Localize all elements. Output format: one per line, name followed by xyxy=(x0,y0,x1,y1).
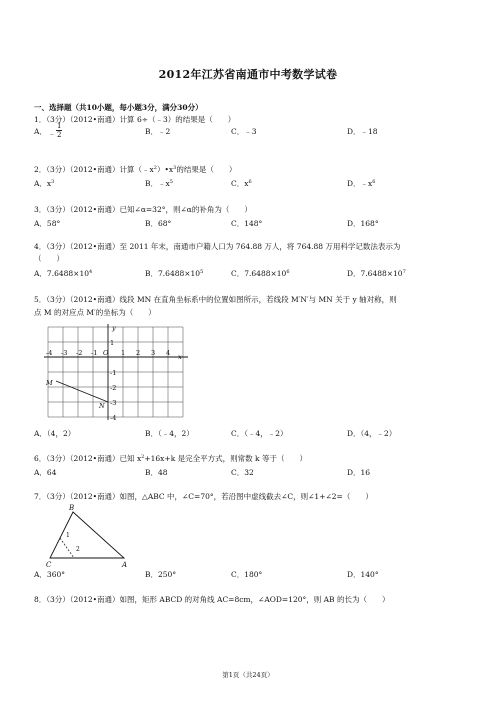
option-label: A． xyxy=(34,127,47,136)
numerator: 1 xyxy=(57,122,62,130)
exponent: 2 xyxy=(141,454,145,460)
option-c xyxy=(231,178,252,189)
y-tick: -4 xyxy=(110,414,117,422)
exponent: 4 xyxy=(89,269,93,275)
option-text: A．x xyxy=(34,179,52,188)
x-axis-label: x xyxy=(178,353,182,361)
y-tick: 1 xyxy=(110,339,115,347)
question-7-options xyxy=(34,569,474,579)
option-text: B．﹣x xyxy=(145,179,170,188)
option-text: B．7.6488×10 xyxy=(145,269,201,278)
x-tick: -3 xyxy=(61,349,68,357)
exponent: 6 xyxy=(248,179,252,185)
x-tick: 1 xyxy=(121,349,126,357)
angle-2-label: 2 xyxy=(76,546,80,553)
option-d xyxy=(347,178,375,189)
segment-mn xyxy=(56,381,108,402)
question-5-stem-cont: 点 M 的对应点 M′的坐标为（ ） xyxy=(34,308,156,317)
y-tick: -3 xyxy=(110,399,117,407)
x-tick: 3 xyxy=(151,349,156,357)
option-d xyxy=(347,268,406,279)
question-2-options xyxy=(34,178,474,188)
y-tick: -1 xyxy=(110,369,117,377)
fraction xyxy=(56,122,62,139)
option-d: D．﹣18 xyxy=(347,127,378,136)
question-3-stem: 3．（3分）（2012•南通）已知∠α=32°，则∠α的补角为（ ） xyxy=(34,205,252,214)
vertex-c-label: C xyxy=(46,561,52,569)
option-a: A．58° xyxy=(34,219,61,228)
exponent: 5 xyxy=(200,269,204,275)
question-7-stem: 7．（3分）（2012•南通）如图，△ABC 中，∠C=70°，若沿图中虚线截去∠C，则∠1+∠2=（ ） xyxy=(34,492,373,501)
option-a: A．64 xyxy=(34,468,57,477)
minus-sign: ﹣ xyxy=(48,129,56,138)
question-6-options xyxy=(34,467,474,477)
exponent: 7 xyxy=(402,269,406,275)
stem-text: ）•x xyxy=(156,165,174,174)
option-a: A．360° xyxy=(34,570,65,579)
option-b: B．48 xyxy=(145,468,168,477)
origin-label: O xyxy=(103,349,109,357)
question-5-options xyxy=(34,428,474,438)
option-b: B．250° xyxy=(145,570,177,579)
question-6-stem xyxy=(34,454,307,463)
option-c: C．﹣3 xyxy=(231,127,257,136)
stem-text: 6．（3分）（2012•南通）已知 x xyxy=(34,454,142,463)
question-5-stem: 5．（3分）（2012•南通）线段 MN 在直角坐标系中的位置如图所示，若线段 M′N′与 MN 关于 y 轴对称，则 xyxy=(34,295,397,304)
option-b xyxy=(145,178,173,189)
stem-text: 2．（3分）（2012•南通）计算（﹣x xyxy=(34,165,154,174)
stem-text: +16x+k 是完全平方式，则常数 k 等于（ ） xyxy=(144,454,307,463)
option-c: C．180° xyxy=(231,570,263,579)
question-3-options xyxy=(34,218,474,228)
question-4-stem-cont: （ ） xyxy=(34,254,64,263)
exponent: 3 xyxy=(173,165,177,171)
vertex-a-label: A xyxy=(122,561,128,569)
page-title: 2012年江苏省南通市中考数学试卷 xyxy=(158,68,338,81)
x-tick: -2 xyxy=(76,349,83,357)
coordinate-grid-figure xyxy=(40,322,190,422)
option-d: D．（4，﹣2） xyxy=(347,429,397,438)
option-b: B．﹣2 xyxy=(145,127,171,136)
exponent: 2 xyxy=(153,165,157,171)
exponent: 5 xyxy=(169,179,173,185)
option-d: D．140° xyxy=(347,570,379,579)
option-text: C．x xyxy=(231,179,249,188)
triangle-figure xyxy=(40,500,140,570)
option-a xyxy=(34,178,54,189)
point-m-label: M xyxy=(46,379,53,387)
x-tick: 2 xyxy=(136,349,141,357)
denominator: 2 xyxy=(57,131,62,139)
vertex-b-label: B xyxy=(69,504,75,512)
option-text: D．﹣x xyxy=(347,179,373,188)
tick-labels xyxy=(45,324,182,422)
x-tick: -4 xyxy=(46,349,53,357)
option-a: A．（4，2） xyxy=(34,429,76,438)
option-d: D．16 xyxy=(347,468,371,477)
exponent: 6 xyxy=(372,179,376,185)
option-b xyxy=(145,268,203,279)
page-footer: 第1页（共24页） xyxy=(222,671,274,679)
question-8-stem: 8．（3分）（2012•南通）如图，矩形 ABCD 的对角线 AC=8cm，∠AOD=120°，则 AB 的长为（ ） xyxy=(34,595,390,604)
question-4-options xyxy=(34,268,474,278)
option-text: D．7.6488×10 xyxy=(347,269,403,278)
option-a xyxy=(34,268,92,279)
exponent: 6 xyxy=(286,269,290,275)
x-tick: -1 xyxy=(91,349,98,357)
stem-text: 的结果是（ ） xyxy=(176,165,237,174)
option-b: B．68° xyxy=(145,219,172,228)
y-tick: -2 xyxy=(110,384,117,392)
question-1-stem: 1．（3分）（2012•南通）计算 6÷（﹣3）的结果是（ ） xyxy=(34,115,236,124)
question-4-stem: 4．（3分）（2012•南通）至 2011 年末，南通市户籍人口为 764.88 万人，将 764.88 万用科学记数法表示为 xyxy=(34,242,401,251)
option-c: C．32 xyxy=(231,468,254,477)
option-c xyxy=(231,268,290,279)
option-b: B．（﹣4，2） xyxy=(145,429,194,438)
cut-line xyxy=(60,538,74,558)
option-a xyxy=(34,122,62,139)
option-text: C．7.6488×10 xyxy=(231,269,287,278)
option-c: C．（﹣4，﹣2） xyxy=(231,429,288,438)
y-axis-label: y xyxy=(112,324,116,332)
option-c: C．148° xyxy=(231,219,263,228)
x-tick: 4 xyxy=(166,349,171,357)
option-d: D．168° xyxy=(347,219,379,228)
point-n-label: N xyxy=(99,402,105,410)
exponent: 3 xyxy=(51,179,55,185)
question-1-options xyxy=(34,122,474,139)
angle-1-label: 1 xyxy=(66,532,70,539)
vertex-labels xyxy=(46,504,127,569)
option-text: A．7.6488×10 xyxy=(34,269,89,278)
section-heading: 一、选择题（共10小题，每小题3分，满分30分） xyxy=(34,103,203,112)
question-2-stem xyxy=(34,165,236,174)
triangle-abc xyxy=(50,512,124,558)
